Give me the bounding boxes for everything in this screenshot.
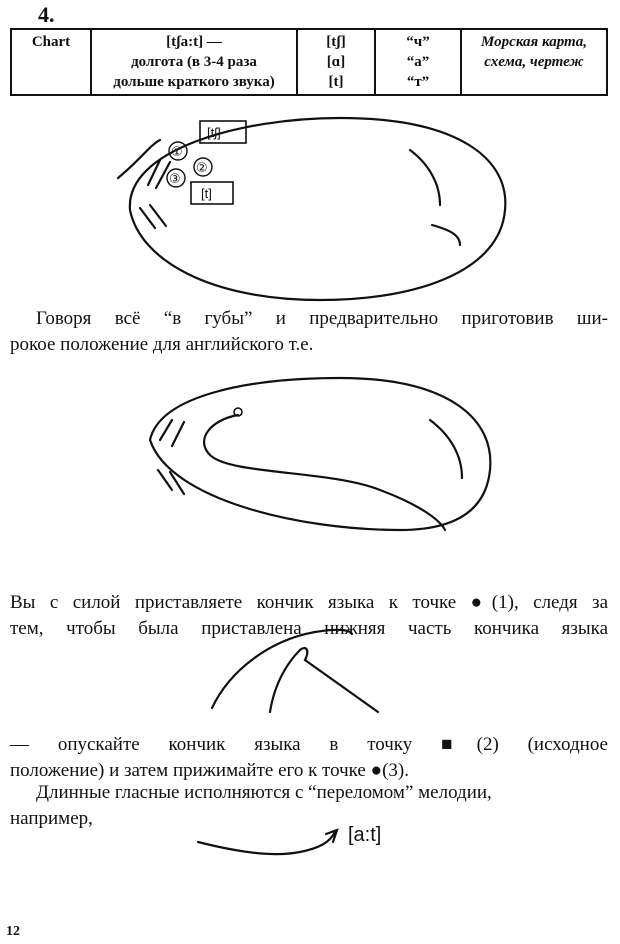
symbol-line: [ɑ] xyxy=(326,54,346,70)
table-cell-examples xyxy=(461,29,607,95)
symbol-line: [t] xyxy=(328,74,344,90)
paragraph-line: Вы с силой приставляете кончик языка к точке ●(1), следя за xyxy=(10,592,608,613)
teeth-upper xyxy=(148,160,170,188)
letter-line: “а” xyxy=(406,54,430,70)
paragraph-line: Говоря всё “в губы” и предварительно приготовив ши- xyxy=(36,308,608,329)
teeth-upper-2 xyxy=(160,420,184,446)
palate-line xyxy=(118,140,160,178)
point-circle-1 xyxy=(169,142,187,160)
throat-line-2 xyxy=(430,420,462,478)
paragraph-line: например, xyxy=(10,808,93,829)
table-cell-letters xyxy=(375,29,461,95)
label-box-t xyxy=(191,182,233,204)
paragraph-2 xyxy=(10,590,608,642)
mouth-outline-2 xyxy=(150,378,490,530)
symbol-line: [tʃ] xyxy=(326,34,346,50)
paragraph-line: — опускайте кончик языка в точку ■(2) (исходное xyxy=(10,734,608,755)
paragraph-line: положение) и затем прижимайте его к точке ●(3). xyxy=(10,760,409,781)
table-cell-description xyxy=(91,29,297,95)
point-circle-3 xyxy=(167,169,185,187)
paragraph-4 xyxy=(10,780,608,832)
table-row xyxy=(11,29,607,95)
paragraph-line: Длинные гласные исполняются с “переломом” мелодии, xyxy=(36,782,492,803)
example-line: Морская карта, xyxy=(481,34,587,50)
paragraph-1 xyxy=(10,306,608,358)
label-t: [t] xyxy=(201,186,212,201)
point-label-1: ① xyxy=(171,144,183,159)
back-line xyxy=(432,225,460,245)
paragraph-line: рокое положение для английского т.е. xyxy=(10,334,314,355)
label-tsh: [tʃ] xyxy=(207,125,221,140)
table-cell-word: Chart xyxy=(11,29,91,95)
tongue-tip-marker xyxy=(234,408,242,416)
description-line: долгота (в 3-4 раза xyxy=(131,54,257,70)
point-label-3: ③ xyxy=(169,171,181,186)
tongue-line xyxy=(204,415,445,530)
tongue-tip-detail xyxy=(270,648,378,712)
teeth-lower xyxy=(140,205,166,228)
table-cell-symbols xyxy=(297,29,375,95)
paragraph-3 xyxy=(10,732,608,784)
section-number: 4. xyxy=(38,2,55,27)
example-line: схема, чертеж xyxy=(484,54,584,70)
intonation-label: [a:t] xyxy=(348,824,382,846)
intonation-curve xyxy=(198,832,335,854)
letter-line: “ч” xyxy=(406,34,430,50)
point-circle-2 xyxy=(194,158,212,176)
point-label-2: ② xyxy=(196,160,208,175)
label-box-tsh xyxy=(200,121,246,143)
paragraph-line: тем, чтобы была приставлена нижняя часть кончика языка xyxy=(10,618,608,639)
page-number: 12 xyxy=(6,924,20,939)
mouth-outline xyxy=(130,118,505,300)
throat-line xyxy=(410,150,440,205)
teeth-lower-2 xyxy=(158,470,184,494)
phonetics-table xyxy=(10,28,608,96)
description-line: [tʃa:t] — xyxy=(166,34,222,50)
letter-line: “т” xyxy=(406,74,430,90)
description-line: дольше краткого звука) xyxy=(113,74,275,90)
